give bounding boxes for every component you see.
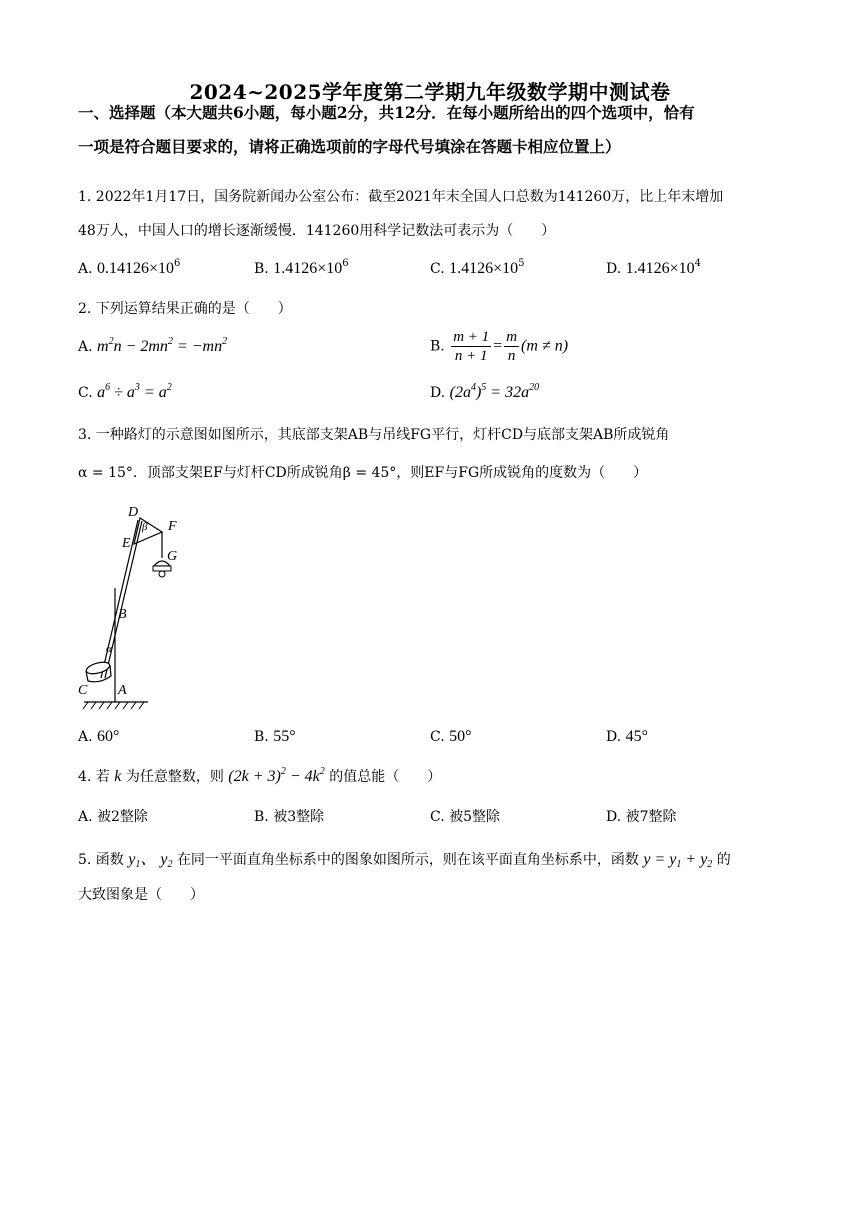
q1-option-a[interactable]	[78, 260, 180, 278]
option-formula: $a^6 \div a^3 = a^2$	[97, 382, 172, 401]
option-value: 60°	[97, 728, 120, 745]
q4-option-a[interactable]: A. 被2整除	[78, 809, 148, 825]
q3-option-b[interactable]	[254, 728, 296, 746]
option-label: C.	[430, 261, 445, 277]
option-label: D.	[606, 261, 622, 277]
option-value: 50°	[449, 728, 472, 745]
q2-option-b[interactable]: B. $\frac{m + 1}{n + 1}$ = $\frac{m}{n}$ (m ≠ n)	[430, 329, 569, 364]
q3-stem-line2: α = 15°．顶部支架EF与灯杆CD所成锐角β = 45°，则EF与FG所成锐角的度数为（ ）	[78, 465, 648, 481]
q4-option-b[interactable]: B. 被3整除	[254, 809, 325, 825]
q2-option-a[interactable]	[78, 338, 227, 356]
q5-stem-line2: 大致图象是（ ）	[78, 887, 204, 903]
option-label: B.	[430, 338, 445, 355]
bracket-def	[134, 518, 162, 544]
option-label: D.	[430, 385, 446, 401]
q2-stem: 2. 下列运算结果正确的是（ ）	[78, 301, 292, 317]
q5-part-b: 在同一平面直角坐标系中的图象如图所示，则在该平面直角坐标系中，函数	[176, 852, 639, 868]
option-fraction-right: $\frac{m}{n}$	[506, 329, 518, 364]
option-label: A.	[78, 339, 93, 355]
option-exponent: 6	[342, 258, 349, 269]
q4-middle: 为任意整数，则	[125, 769, 224, 785]
option-value: 0.14126×10	[97, 260, 175, 277]
option-label: D.	[606, 729, 622, 745]
base-disk-top	[85, 660, 111, 676]
option-formula: $m^2n - 2mn^2 = -mn^2$	[97, 336, 228, 355]
lamp-bulb	[159, 571, 165, 577]
q5-sum-function: $y = y_1 + y_2$	[643, 851, 713, 870]
q3-option-c[interactable]	[430, 728, 472, 746]
q4-expression: $(2k + 3)^2 - 4k^2$	[228, 766, 325, 785]
label-a: A	[118, 683, 127, 698]
street-lamp-figure	[76, 500, 186, 712]
q1-stem-line1: 1. 2022年1月17日，国务院新闻办公室公布：截至2021年末全国人口总数为141260万，比上年末增加	[78, 189, 724, 205]
ground-hatching	[83, 702, 144, 709]
q2-option-c[interactable]	[78, 384, 172, 402]
option-label: B.	[254, 261, 269, 277]
label-g: G	[167, 549, 178, 564]
option-label: C.	[430, 729, 445, 745]
option-value: 1.4126×10	[449, 260, 519, 277]
q4-option-c[interactable]: C. 被5整除	[430, 809, 501, 825]
lamp-body	[153, 566, 171, 571]
option-fraction-left: $\frac{m + 1}{n + 1}$	[453, 329, 490, 364]
option-value: 45°	[625, 728, 649, 745]
q2-option-d[interactable]	[430, 384, 539, 402]
option-exponent: 6	[174, 258, 181, 269]
q5-functions: $y_1$、 $y_2$	[128, 851, 173, 870]
q4-option-d[interactable]: D. 被7整除	[606, 809, 677, 825]
q1-stem-line2: 48万人，中国人口的增长逐渐缓慢．141260用科学记数法可表示为（ ）	[78, 223, 556, 239]
q1-option-d[interactable]	[606, 260, 701, 278]
q4-suffix: 的值总能（ ）	[329, 769, 442, 785]
q5-stem-line1	[78, 846, 790, 869]
label-d: D	[128, 505, 139, 520]
section-heading	[78, 96, 788, 164]
q4-stem	[78, 766, 790, 786]
label-b: B	[118, 607, 127, 622]
option-exponent: 5	[518, 258, 525, 269]
q5-part-c: 的	[716, 852, 731, 868]
option-label: B.	[254, 729, 269, 745]
label-beta: β	[142, 521, 148, 533]
label-f: F	[168, 519, 177, 534]
q1-option-b[interactable]	[254, 260, 349, 278]
label-alpha: α	[106, 643, 112, 655]
section-heading-line2: 一项是符合题目要求的，请将正确选项前的字母代号填涂在答题卡相应位置上）	[78, 137, 621, 156]
q4-prefix: 4. 若	[78, 769, 110, 785]
option-label: A.	[78, 729, 93, 745]
q3-option-a[interactable]	[78, 728, 119, 746]
label-e: E	[122, 536, 131, 551]
q4-variable: k	[114, 768, 122, 785]
q5-part-a: 5. 函数	[78, 852, 124, 868]
q3-stem-line1: 3. 一种路灯的示意图如图所示，其底部支架AB与吊线FG平行，灯杆CD与底部支架AB所成锐角	[78, 427, 670, 443]
option-exponent: 4	[694, 258, 702, 269]
page-title: 2024~2025学年度第二学期九年级数学期中测试卷	[189, 80, 671, 104]
option-formula: $(2a^4)^5 = 32a^{20}$	[449, 382, 540, 401]
option-value: 55°	[273, 728, 296, 745]
option-value: 1.4126×10	[625, 260, 695, 277]
option-label: C.	[78, 385, 93, 401]
section-heading-line1: 一、选择题（本大题共6小题，每小题2分，共12分．在每小题所给出的四个选项中，恰有	[78, 103, 695, 122]
label-c: C	[78, 683, 88, 698]
option-value: 1.4126×10	[273, 260, 343, 277]
q1-option-c[interactable]	[430, 260, 525, 278]
option-label: A.	[78, 261, 93, 277]
q3-option-d[interactable]	[606, 728, 648, 746]
